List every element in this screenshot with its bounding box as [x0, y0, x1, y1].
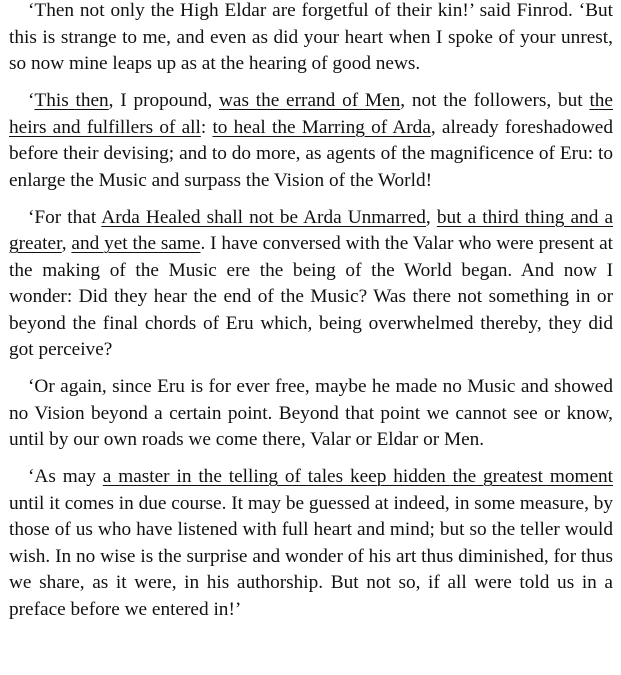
paragraph-text: , already foreshadowed before their devising; and to do more, as agents of the magnificence of Eru: to enlarge the Music and surpass the Vision of the World! [9, 116, 614, 191]
paragraph-text: until it comes in due course. It may be guessed at indeed, in some measure, by those of us who have listened with full heart and mind; but so the teller would wish. In no wise is the surprise and wonder of his art thus diminished, for thus we share, as it were, in his authorship. But not so, if all were told us in a preface before we entered in!’ [9, 492, 613, 620]
underlined-phrase: the heirs and fulfillers of all [9, 90, 613, 138]
underlined-phrase: and yet the same [71, 233, 201, 254]
paragraph-text: ‘Then not only the High Eldar are forgetful of their kin!’ said Finrod. ‘But this is strange to me, and even as did your heart when I spoke of your unrest, so now mine leaps up as at the hearing of good news. [9, 0, 613, 74]
underlined-phrase: but a third thing and a greater [9, 206, 613, 254]
paragraph-4 [9, 374, 613, 454]
paragraph-text: : [200, 116, 213, 138]
paragraph-1 [9, 0, 613, 78]
underlined-phrase: was the errand of Men [218, 90, 401, 111]
underlined-phrase: This then [34, 90, 109, 111]
paragraph-text: ‘Or again, since Eru is for ever free, maybe he made no Music and showed no Vision beyond a certain point. Beyond that point we cannot see or know, until by our own roads we come there, Valar or Eldar or Men. [9, 376, 613, 450]
paragraph-text: , [61, 233, 72, 254]
paragraph-2 [9, 88, 613, 194]
underlined-phrase: to heal the Marring of Arda [212, 116, 431, 138]
paragraph-text: , I propound, [108, 90, 219, 111]
paragraph-text: , not the followers, but [400, 90, 590, 111]
paragraph-5 [9, 464, 613, 623]
underlined-phrase: Arda Healed shall not be Arda Unmarred [101, 206, 426, 228]
paragraph-3 [9, 205, 613, 364]
document-page [9, 0, 613, 623]
paragraph-text: , [425, 206, 437, 228]
paragraph-text: ‘ [28, 90, 35, 111]
paragraph-text: ‘For that [28, 206, 102, 228]
paragraph-text: ‘As may [28, 466, 103, 487]
paragraph-text: . I have conversed with the Valar who were present at the making of the Music ere the being of the World began. And now I wonder: Did they hear the end of the Music? Was there not something in or beyond the final chords of Eru which, being overwhelmed thereby, they did got perceive? [9, 233, 613, 360]
underlined-phrase: a master in the telling of tales keep hidden the greatest moment [102, 466, 614, 487]
